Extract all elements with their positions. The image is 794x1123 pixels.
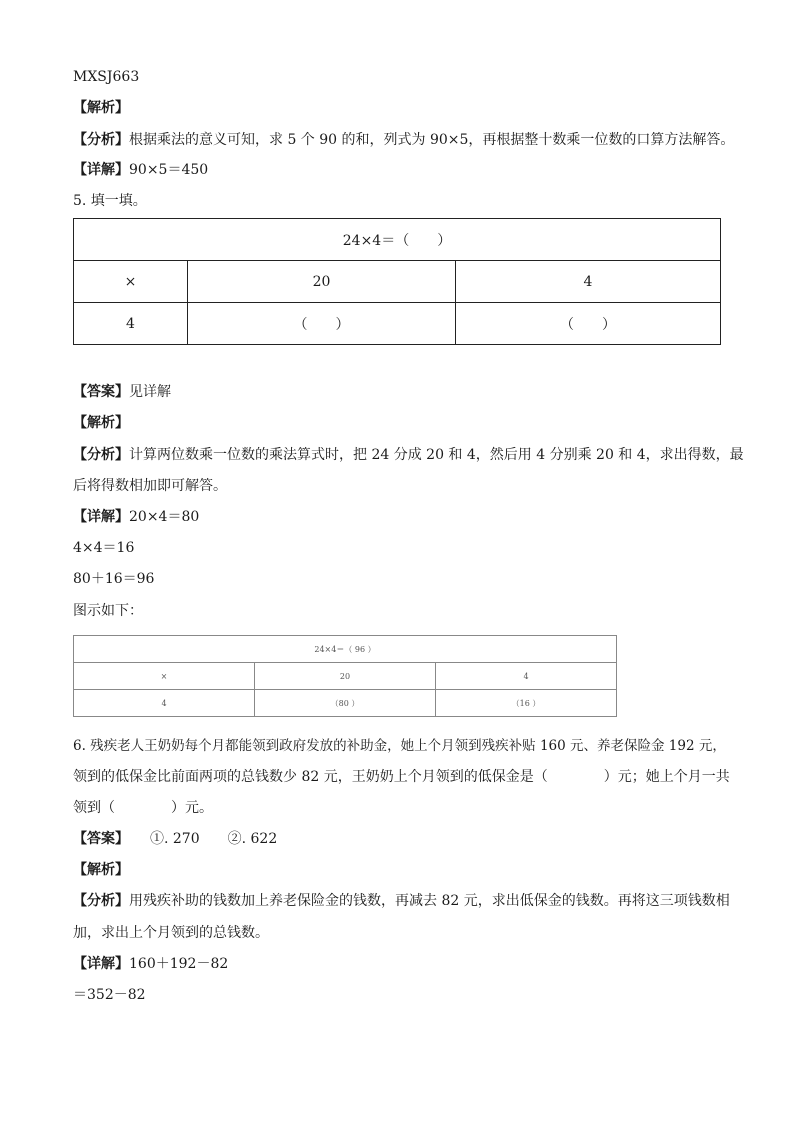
q5-fenxi-cont: 后将得数相加即可解答。: [73, 478, 227, 494]
fill-table-cell: 4: [456, 261, 721, 303]
q4-xiangjie: [73, 160, 208, 180]
fenxi-tag: 【分析】: [73, 447, 129, 463]
fenxi-tag: 【分析】: [73, 893, 129, 909]
fill-table-header: 24×4＝（ ）: [74, 219, 721, 261]
q5-fenxi: [73, 445, 744, 465]
q5-jiexi-label: 【解析】: [73, 415, 129, 431]
q5-step: 80＋16＝96: [73, 571, 155, 587]
q6-fenxi: [73, 891, 730, 911]
xiangjie-tag: 【详解】: [73, 956, 129, 972]
q6-line1: 6. 残疾老人王奶奶每个月都能领到政府发放的补助金，她上个月领到残疾补贴 160 元、养老保险金 192 元，: [73, 738, 726, 754]
daan-tag: 【答案】: [73, 831, 122, 847]
q5-answer: [73, 382, 171, 402]
q6-answer: [73, 829, 277, 849]
xiangjie-tag: 【详解】: [73, 509, 129, 525]
answer-table-cell: 4: [74, 690, 255, 717]
fenxi-text: 根据乘法的意义可知，求 5 个 90 的和，列式为 90×5，再根据整十数乘一位数的口算方法解答。: [129, 132, 735, 148]
q4-fenxi: [73, 130, 734, 150]
fill-table-blank: （ ）: [188, 303, 456, 345]
q6-step: ＝352－82: [73, 987, 146, 1003]
header-code: MXSJ663: [73, 69, 140, 85]
fenxi-tag: 【分析】: [73, 132, 129, 148]
answer-table-cell: 4: [436, 663, 617, 690]
fenxi-text: 用残疾补助的钱数加上养老保险金的钱数，再减去 82 元，求出低保金的钱数。再将这三项钱数相: [129, 893, 730, 909]
q6-line2: 领到的低保金比前面两项的总钱数少 82 元，王奶奶上个月领到的低保金是（ ）元；她上个月一共: [73, 769, 730, 785]
daan-tag: 【答案】: [73, 384, 129, 400]
tushi-label: 图示如下：: [73, 603, 143, 619]
xiangjie-text: 90×5＝450: [129, 162, 209, 178]
q6-fenxi-cont: 加，求出上个月领到的总钱数。: [73, 925, 269, 941]
fenxi-text: 计算两位数乘一位数的乘法算式时，把 24 分成 20 和 4，然后用 4 分别乘 20 和 4，求出得数，最: [129, 447, 744, 463]
q6-line3: 领到（ ）元。: [73, 800, 213, 816]
step-text: 160＋192－82: [129, 956, 229, 972]
xiangjie-tag: 【详解】: [73, 162, 129, 178]
answer-table-cell: 20: [255, 663, 436, 690]
answer-table-header: 24×4＝（ 96 ）: [74, 636, 617, 663]
q5-title: 5. 填一填。: [73, 193, 147, 209]
step-text: 20×4＝80: [129, 509, 200, 525]
q5-step: 4×4＝16: [73, 540, 135, 556]
q4-jiexi-label: 【解析】: [73, 100, 129, 116]
fill-table-cell: ×: [74, 261, 188, 303]
q5-xiangjie: [73, 507, 199, 527]
fill-table-cell: 20: [188, 261, 456, 303]
q6-jiexi-label: 【解析】: [73, 862, 129, 878]
q6-xiangjie: [73, 954, 228, 974]
daan-text: 见详解: [129, 384, 171, 400]
fill-table-cell: 4: [74, 303, 188, 345]
daan-text: ①. 270 ②. 622: [122, 831, 278, 847]
answer-table-cell: （16 ）: [436, 690, 617, 717]
fill-table-blank: （ ）: [456, 303, 721, 345]
answer-table-cell: （80 ）: [255, 690, 436, 717]
fill-in-table: [73, 218, 721, 345]
answer-table-cell: ×: [74, 663, 255, 690]
answer-table-image: [73, 635, 617, 717]
